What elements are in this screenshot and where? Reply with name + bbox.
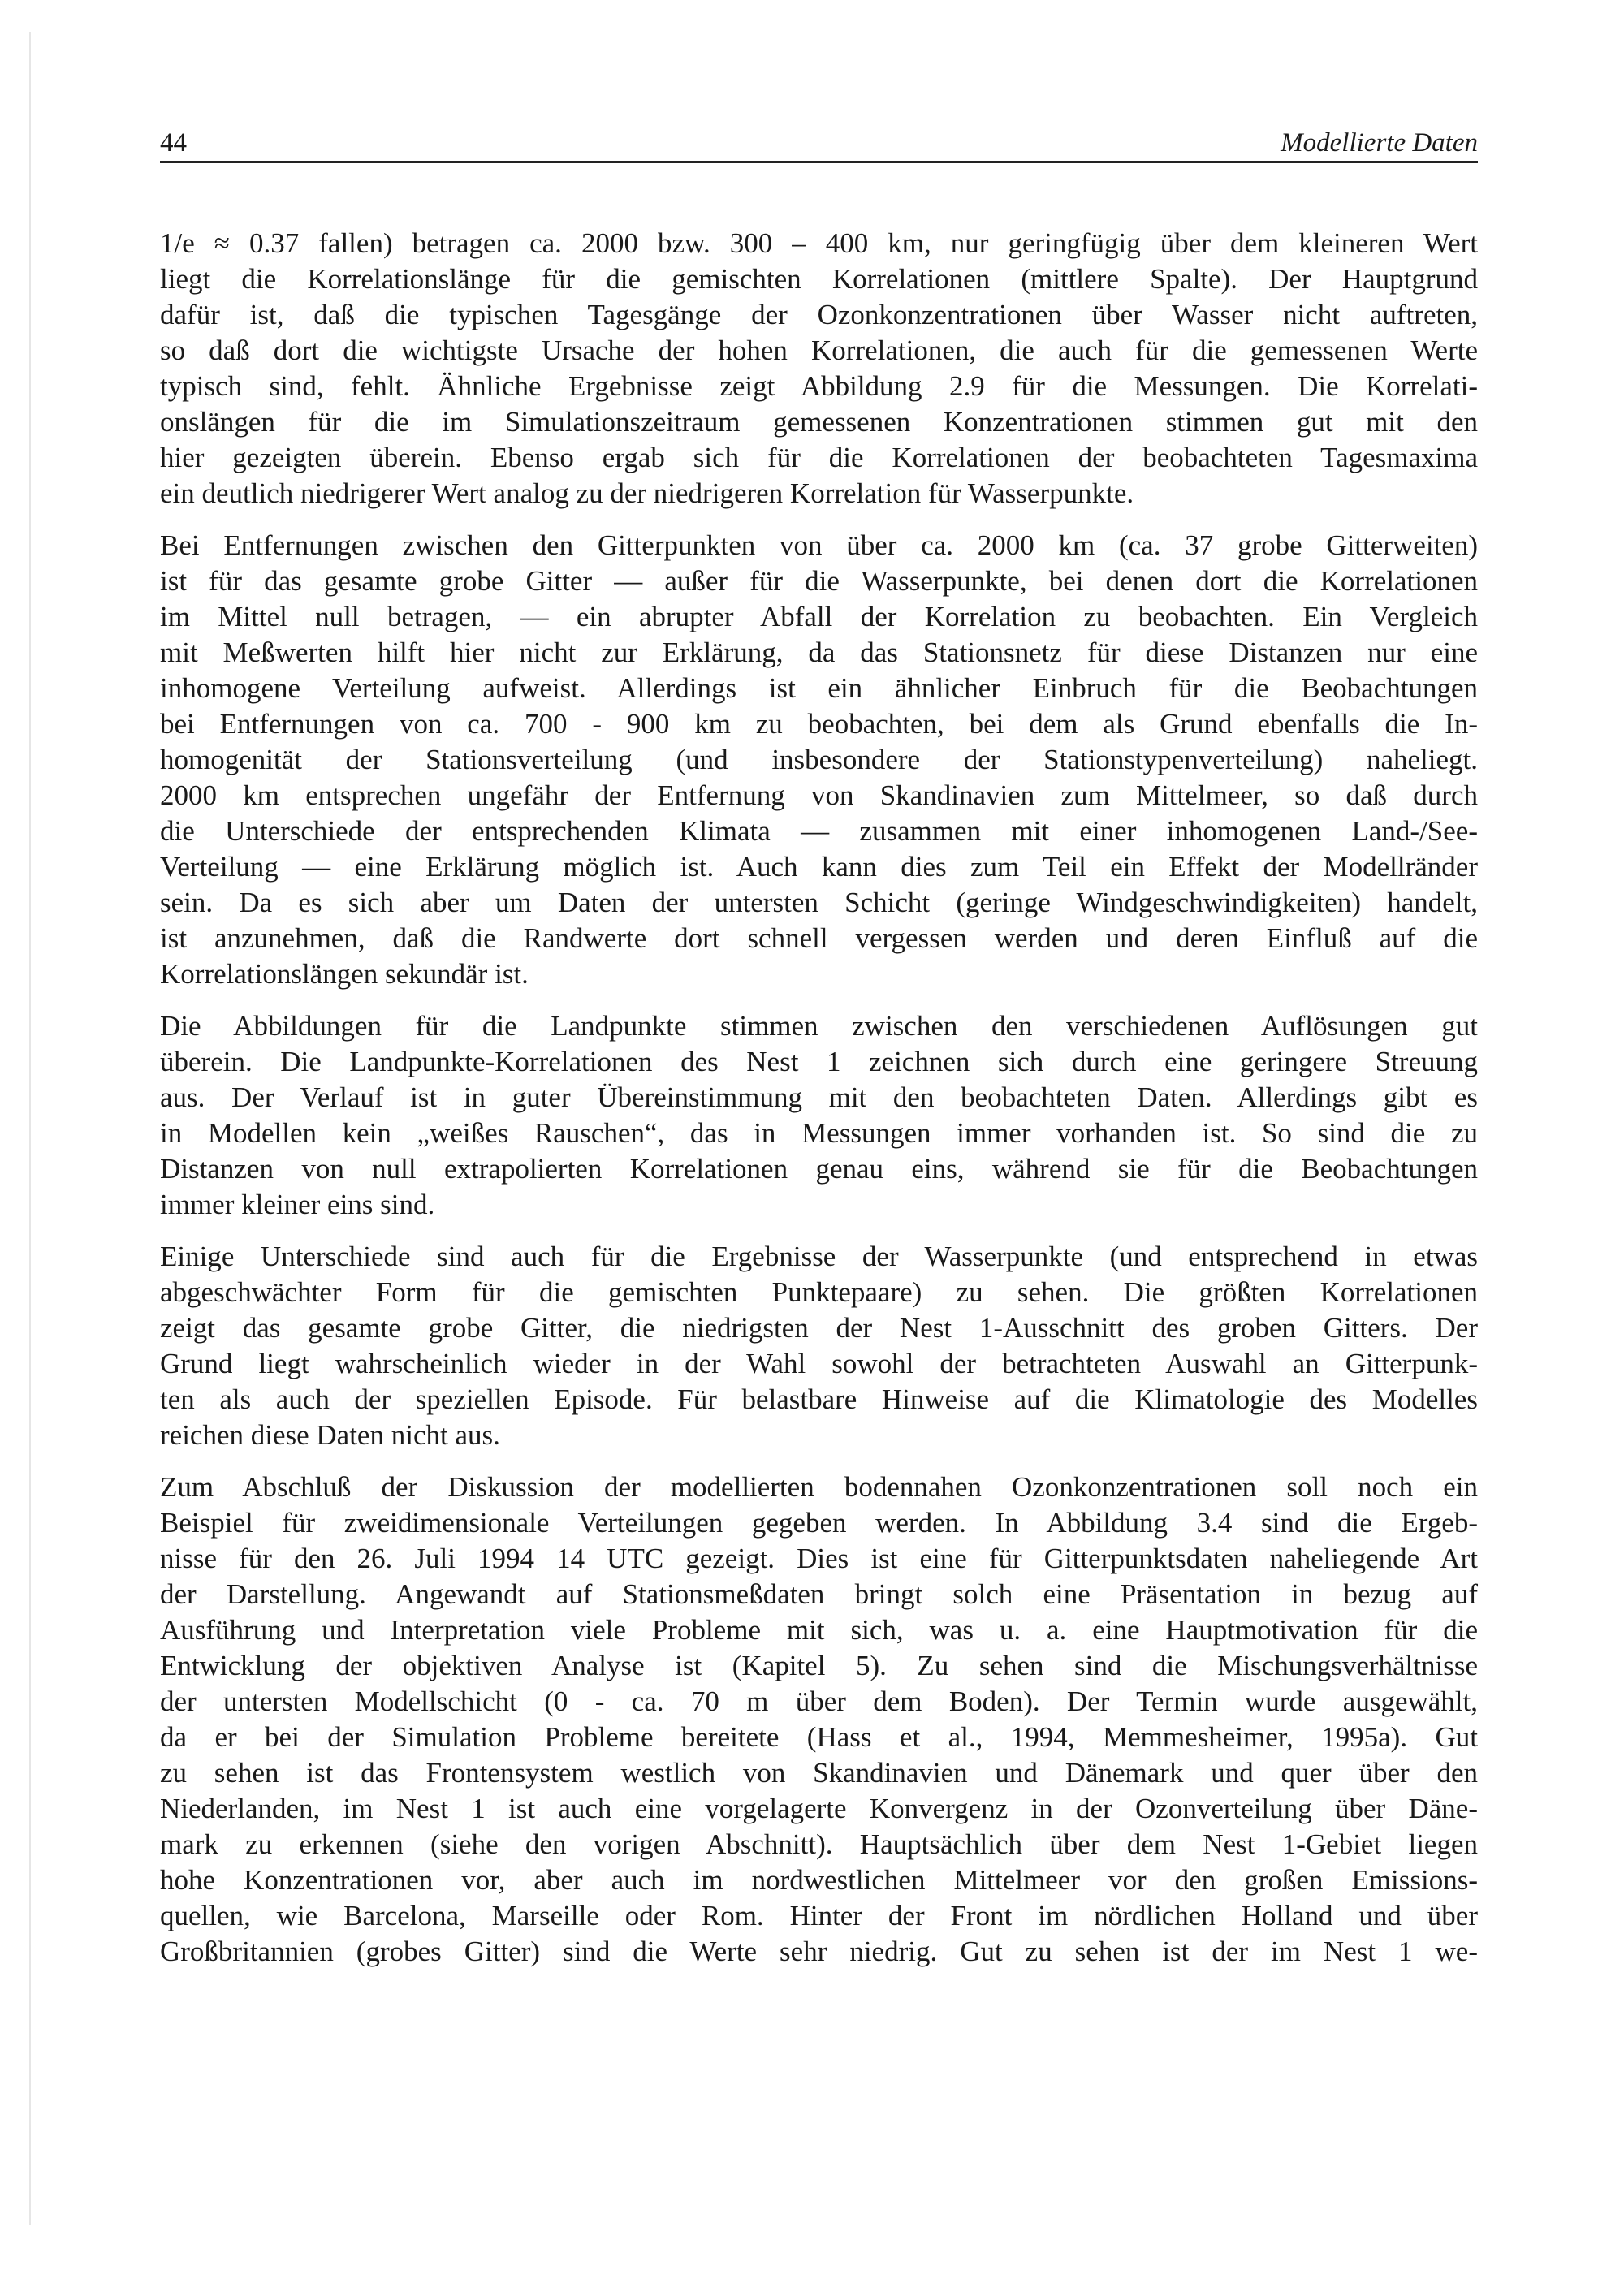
running-header — [160, 128, 1478, 163]
text-line: Großbritannien (grobes Gitter) sind die Werte sehr niedrig. Gut zu sehen ist der im Nest 1 we- — [160, 1936, 1478, 1967]
body-text — [160, 226, 1478, 1986]
text-line: typisch sind, fehlt. Ähnliche Ergebnisse zeigt Abbildung 2.9 für die Messungen. Die Korrelati- — [160, 370, 1478, 402]
text-line: hier gezeigten überein. Ebenso ergab sich für die Korrelationen der beobachteten Tagesmaxima — [160, 442, 1478, 473]
text-line: quellen, wie Barcelona, Marseille oder Rom. Hinter der Front im nördlichen Holland und über — [160, 1900, 1478, 1931]
text-line: abgeschwächter Form für die gemischten Punktepaare) zu sehen. Die größten Korrelationen — [160, 1276, 1478, 1308]
text-line: zeigt das gesamte grobe Gitter, die niedrigsten der Nest 1-Ausschnitt des groben Gitters. Der — [160, 1312, 1478, 1344]
text-line: inhomogene Verteilung aufweist. Allerdings ist ein ähnlicher Einbruch für die Beobachtungen — [160, 672, 1478, 704]
text-line: hohe Konzentrationen vor, aber auch im nordwestlichen Mittelmeer vor den großen Emissions- — [160, 1864, 1478, 1896]
text-line: mark zu erkennen (siehe den vorigen Abschnitt). Hauptsächlich über dem Nest 1-Gebiet liegen — [160, 1828, 1478, 1860]
text-line: Verteilung — eine Erklärung möglich ist. Auch kann dies zum Teil ein Effekt der Modellränder — [160, 851, 1478, 883]
text-line: Entwicklung der objektiven Analyse ist (Kapitel 5). Zu sehen sind die Mischungsverhältnisse — [160, 1650, 1478, 1681]
text-line: aus. Der Verlauf ist in guter Übereinstimmung mit den beobachteten Daten. Allerdings gibt es — [160, 1081, 1478, 1113]
text-line: Ausführung und Interpretation viele Probleme mit sich, was u. a. eine Hauptmotivation für die — [160, 1614, 1478, 1646]
text-line: onslängen für die im Simulationszeitraum gemessenen Konzentrationen stimmen gut mit den — [160, 406, 1478, 438]
text-line: Bei Entfernungen zwischen den Gitterpunkten von über ca. 2000 km (ca. 37 grobe Gitterweiten) — [160, 529, 1478, 561]
text-line: homogenität der Stationsverteilung (und insbesondere der Stationstypenverteilung) naheliegt. — [160, 744, 1478, 775]
text-line: mit Meßwerten hilft hier nicht zur Erklärung, da das Stationsnetz für diese Distanzen nur eine — [160, 637, 1478, 668]
text-line: reichen diese Daten nicht aus. — [160, 1419, 500, 1451]
paragraph — [160, 226, 1478, 511]
text-line: 1/e ≈ 0.37 fallen) betragen ca. 2000 bzw. 300 – 400 km, nur geringfügig über dem kleineren Wert — [160, 227, 1478, 259]
paragraph — [160, 1008, 1478, 1223]
text-line: Beispiel für zweidimensionale Verteilungen gegeben werden. In Abbildung 3.4 sind die Ergeb- — [160, 1507, 1478, 1539]
text-line: der untersten Modellschicht (0 - ca. 70 m über dem Boden). Der Termin wurde ausgewählt, — [160, 1685, 1478, 1717]
text-line: Niederlanden, im Nest 1 ist auch eine vorgelagerte Konvergenz in der Ozonverteilung über Däne- — [160, 1793, 1478, 1824]
text-line: ist für das gesamte grobe Gitter — außer für die Wasserpunkte, bei denen dort die Korrelationen — [160, 565, 1478, 597]
text-line: ist anzunehmen, daß die Randwerte dort schnell vergessen werden und deren Einfluß auf die — [160, 922, 1478, 954]
text-line: Die Abbildungen für die Landpunkte stimmen zwischen den verschiedenen Auflösungen gut — [160, 1010, 1478, 1042]
text-line: zu sehen ist das Frontensystem westlich von Skandinavien und Dänemark und quer über den — [160, 1757, 1478, 1789]
text-line: die Unterschiede der entsprechenden Klimata — zusammen mit einer inhomogenen Land-/See- — [160, 815, 1478, 847]
text-line: nisse für den 26. Juli 1994 14 UTC gezeigt. Dies ist eine für Gitterpunktsdaten naheliegende Art — [160, 1543, 1478, 1574]
text-line: 2000 km entsprechen ungefähr der Entfernung von Skandinavien zum Mittelmeer, so daß durch — [160, 779, 1478, 811]
scan-edge — [29, 32, 31, 2225]
text-line: so daß dort die wichtigste Ursache der hohen Korrelationen, die auch für die gemessenen Werte — [160, 334, 1478, 366]
text-line: sein. Da es sich aber um Daten der untersten Schicht (geringe Windgeschwindigkeiten) handelt, — [160, 887, 1478, 918]
text-line: der Darstellung. Angewandt auf Stationsmeßdaten bringt solch eine Präsentation in bezug auf — [160, 1578, 1478, 1610]
text-line: bei Entfernungen von ca. 700 - 900 km zu beobachten, bei dem als Grund ebenfalls die In- — [160, 708, 1478, 740]
text-line: immer kleiner eins sind. — [160, 1189, 435, 1220]
paragraph — [160, 1470, 1478, 1970]
text-line: liegt die Korrelationslänge für die gemischten Korrelationen (mittlere Spalte). Der Hauptgrund — [160, 263, 1478, 295]
text-line: Korrelationslängen sekundär ist. — [160, 958, 529, 990]
text-line: Einige Unterschiede sind auch für die Ergebnisse der Wasserpunkte (und entsprechend in etwas — [160, 1241, 1478, 1272]
paragraph — [160, 528, 1478, 992]
text-line: da er bei der Simulation Probleme bereitete (Hass et al., 1994, Memmesheimer, 1995a). Gut — [160, 1721, 1478, 1753]
page-number: 44 — [160, 128, 187, 158]
text-line: dafür ist, daß die typischen Tagesgänge der Ozonkonzentrationen über Wasser nicht auftreten, — [160, 299, 1478, 330]
text-line: ein deutlich niedrigerer Wert analog zu der niedrigeren Korrelation für Wasserpunkte. — [160, 477, 1134, 509]
text-line: Zum Abschluß der Diskussion der modellierten bodennahen Ozonkonzentrationen soll noch ein — [160, 1471, 1478, 1503]
text-line: im Mittel null betragen, — ein abrupter Abfall der Korrelation zu beobachten. Ein Vergleich — [160, 601, 1478, 632]
paragraph — [160, 1239, 1478, 1453]
running-title: Modellierte Daten — [1281, 128, 1478, 158]
text-line: in Modellen kein „weißes Rauschen“, das in Messungen immer vorhanden ist. So sind die zu — [160, 1117, 1478, 1149]
text-line: ten als auch der speziellen Episode. Für belastbare Hinweise auf die Klimatologie des Modelles — [160, 1383, 1478, 1415]
text-line: Grund liegt wahrscheinlich wieder in der Wahl sowohl der betrachteten Auswahl an Gitterpunk- — [160, 1348, 1478, 1379]
text-line: überein. Die Landpunkte-Korrelationen des Nest 1 zeichnen sich durch eine geringere Streuung — [160, 1046, 1478, 1077]
text-line: Distanzen von null extrapolierten Korrelationen genau eins, während sie für die Beobachtungen — [160, 1153, 1478, 1185]
